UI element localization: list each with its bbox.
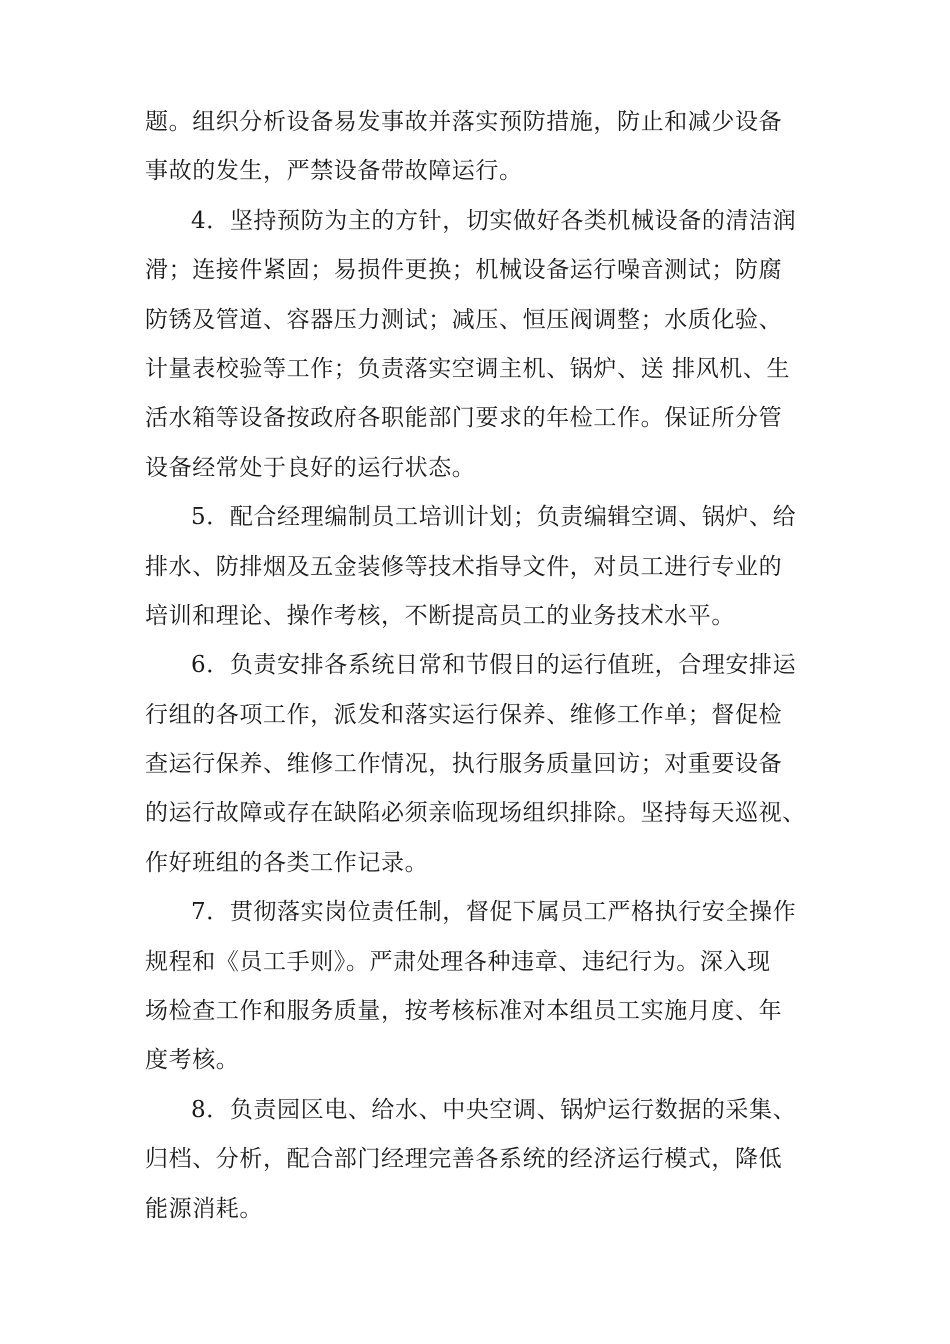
text-line: 培训和理论、操作考核，不断提高员工的业务技术水平。	[145, 602, 735, 629]
text-line: 查运行保养、维修工作情况，执行服务质量回访；对重要设备	[145, 751, 783, 778]
text-line: 4．坚持预防为主的方针，切实做好各类机械设备的清洁润	[191, 207, 797, 234]
text-line: 防锈及管道、容器压力测试；减压、恒压阀调整；水质化验、	[145, 306, 783, 333]
paragraph-4	[145, 197, 825, 493]
document-body	[145, 98, 825, 1234]
text-line: 事故的发生，严禁设备带故障运行。	[145, 158, 523, 185]
paragraph-3-continuation	[145, 98, 825, 197]
text-line: 的运行故障或存在缺陷必须亲临现场组织排除。坚持每天巡视、	[145, 800, 806, 827]
text-line: 能源消耗。	[145, 1195, 263, 1222]
text-line: 规程和《员工手则》。严肃处理各种违章、违纪行为。深入现	[145, 948, 771, 975]
text-line: 5．配合经理编制员工培训计划；负责编辑空调、锅炉、给	[191, 504, 797, 531]
text-line: 活水箱等设备按政府各职能部门要求的年检工作。保证所分管	[145, 405, 783, 432]
paragraph-5	[145, 493, 825, 641]
text-line: 场检查工作和服务质量，按考核标准对本组员工实施月度、年	[145, 998, 783, 1025]
text-line: 8．负责园区电、给水、中央空调、锅炉运行数据的采集、	[191, 1096, 797, 1123]
text-line: 7．贯彻落实岗位责任制，督促下属员工严格执行安全操作	[191, 899, 797, 926]
text-line: 作好班组的各类工作记录。	[145, 849, 429, 876]
text-line: 题。组织分析设备易发事故并落实预防措施，防止和减少设备	[145, 109, 783, 135]
text-line: 6．负责安排各系统日常和节假日的运行值班，合理安排运	[191, 652, 797, 679]
paragraph-8	[145, 1086, 825, 1234]
text-line: 滑；连接件紧固；易损件更换；机械设备运行噪音测试；防腐	[145, 257, 783, 284]
text-line: 排水、防排烟及五金装修等技术指导文件，对员工进行专业的	[145, 553, 783, 580]
paragraph-6	[145, 641, 825, 888]
text-line: 归档、分析，配合部门经理完善各系统的经济运行模式，降低	[145, 1146, 783, 1173]
text-line: 行组的各项工作，派发和落实运行保养、维修工作单；督促检	[145, 701, 783, 728]
text-line: 设备经常处于良好的运行状态。	[145, 454, 476, 481]
text-line: 度考核。	[145, 1047, 240, 1074]
paragraph-7	[145, 888, 825, 1086]
text-line: 计量表校验等工作；负责落实空调主机、锅炉、送 排风机、生	[145, 355, 791, 382]
